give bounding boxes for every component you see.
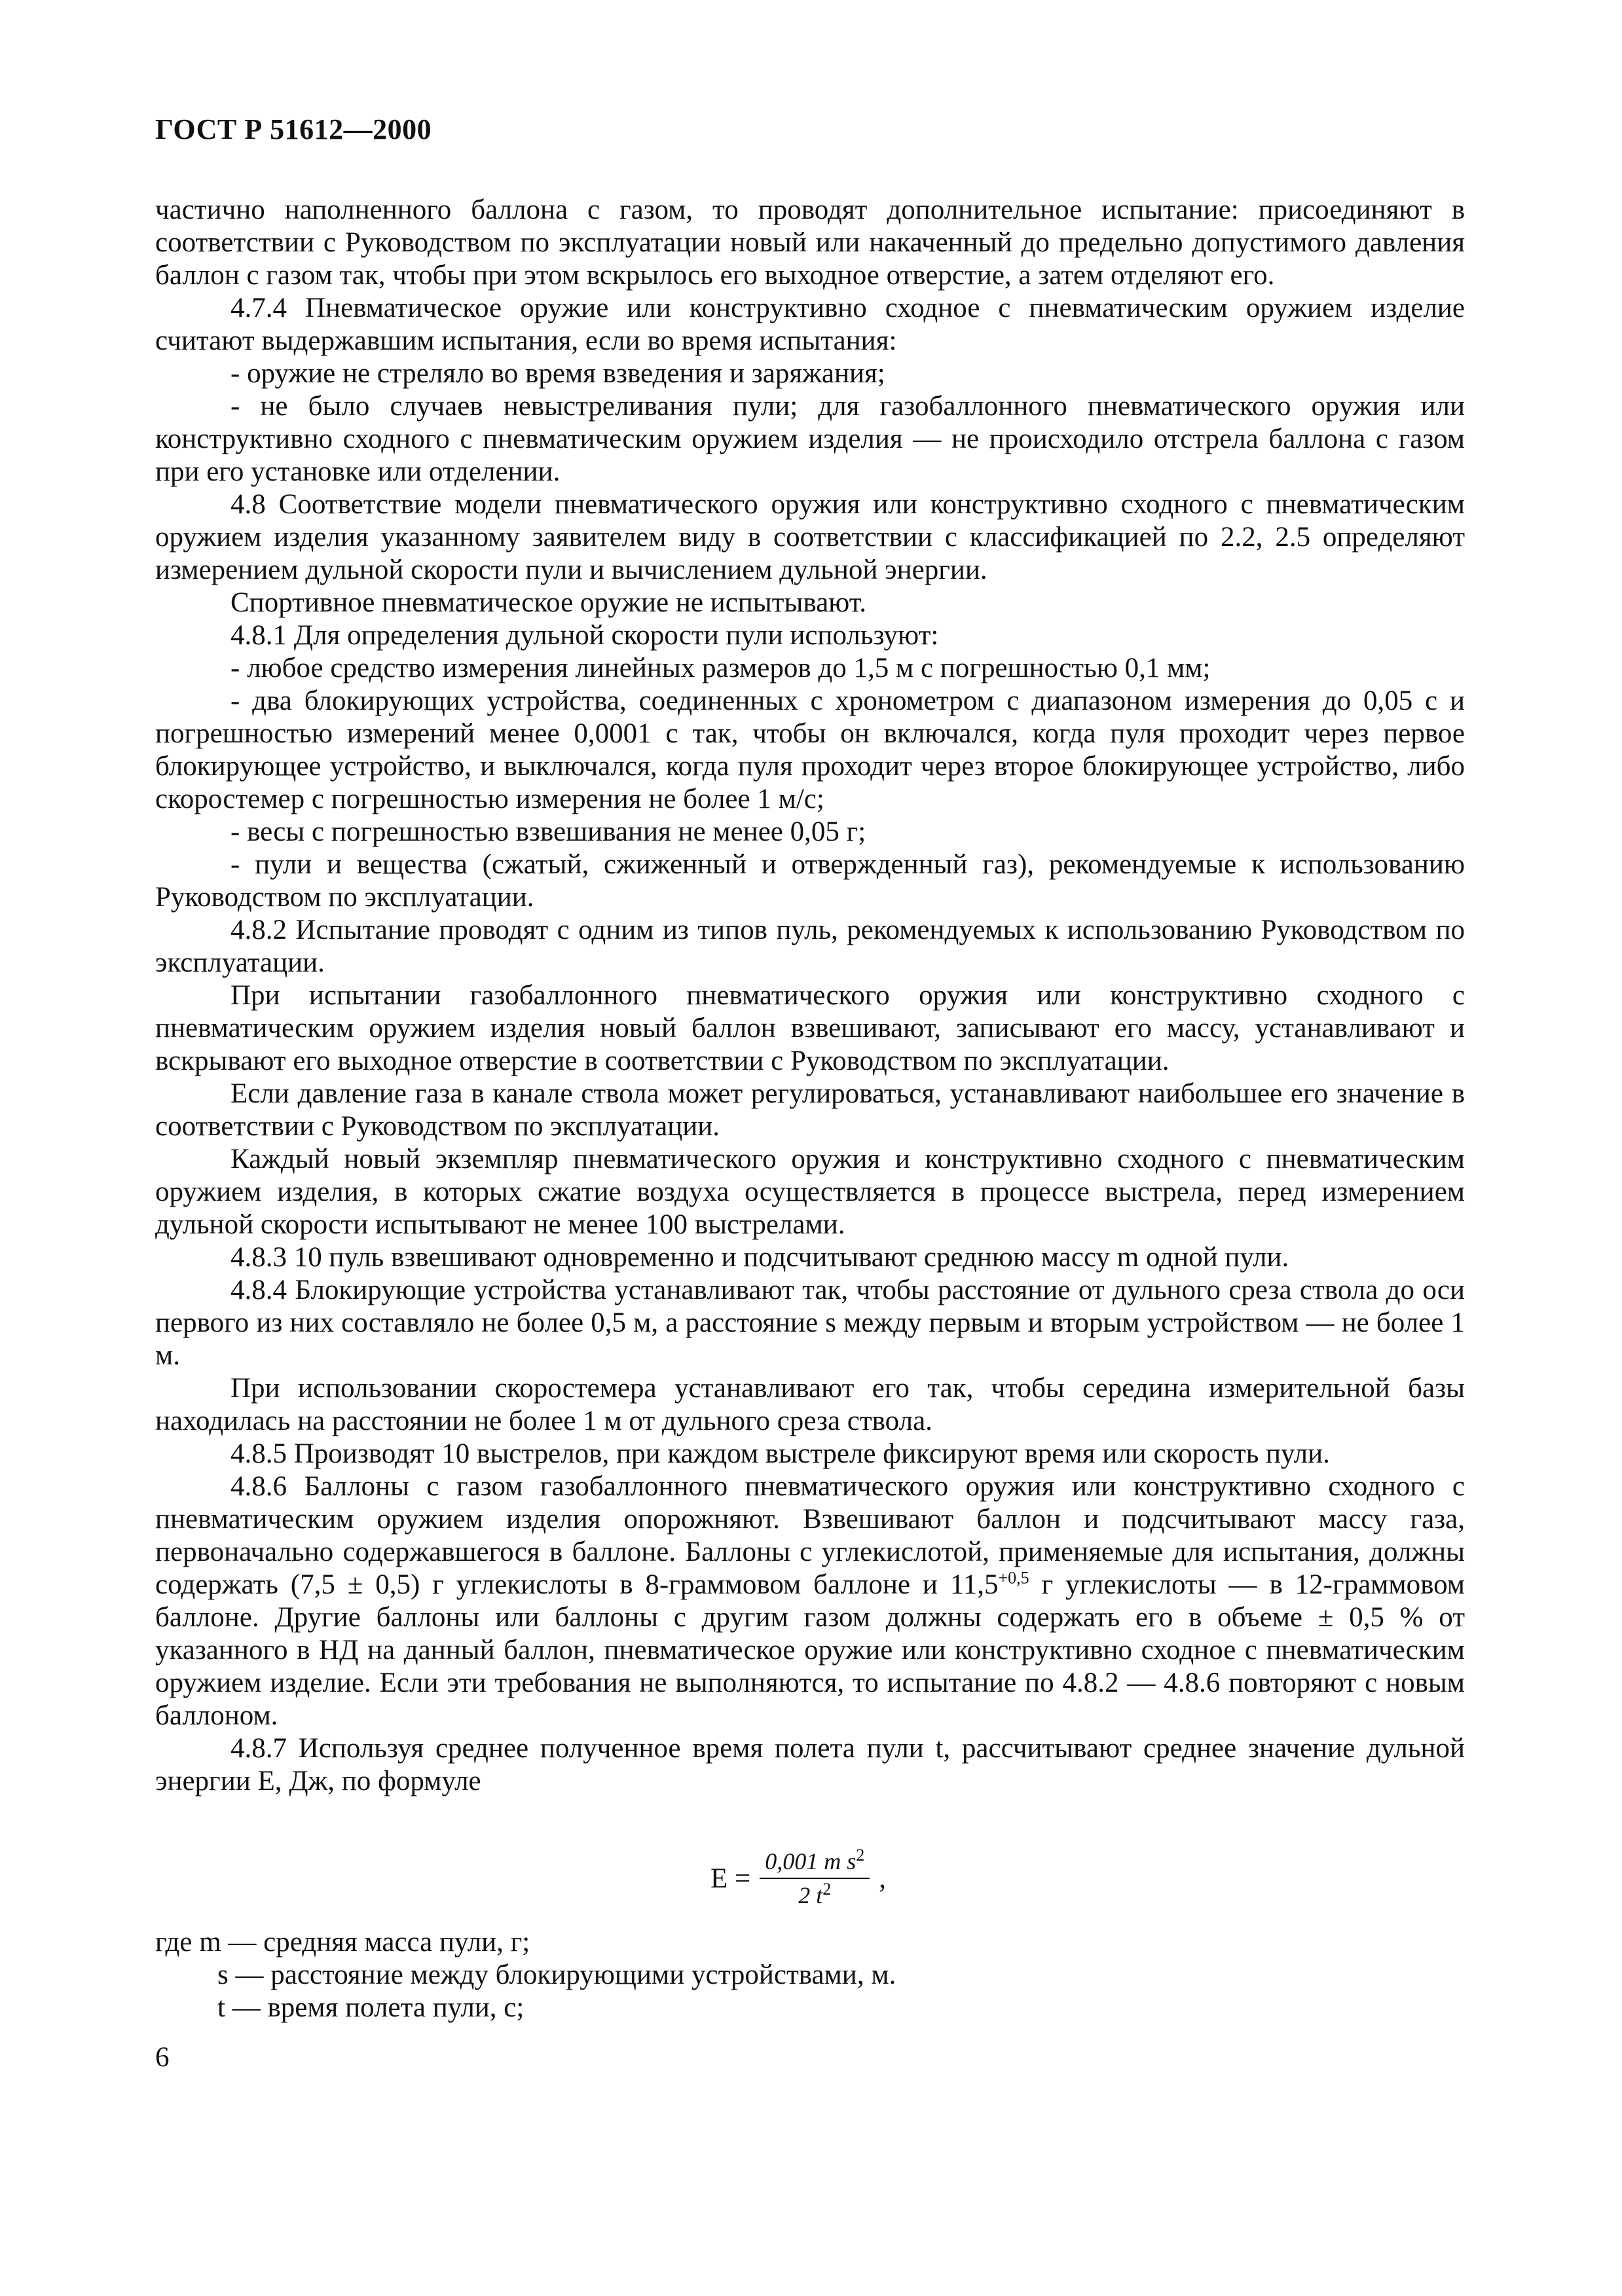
paragraph: Если давление газа в канале ствола может регулироваться, устанавливают наибольшее его значение в соответствии с Руководством по эксплуатации. [155, 1078, 1465, 1142]
list-item: - пули и вещества (сжатый, сжиженный и отвержденный газ), рекомендуемые к использованию Руководством по эксплуатации. [155, 849, 1465, 913]
formula-suffix: , [879, 1863, 887, 1894]
formula-fraction [760, 1848, 870, 1909]
paragraph: 4.8.7 Используя среднее полученное время полета пули t, рассчитывают среднее значение дульной энергии E, Дж, по формуле [155, 1733, 1465, 1796]
paragraph: При испытании газобаллонного пневматического оружия или конструктивно сходного с пневматическим оружием изделия новый баллон взвешивают, записывают его массу, устанавливают и вскрывают его выходное отверстие в соответствии с Руководством по эксплуатации. [155, 980, 1465, 1076]
list-item: - любое средство измерения линейных размеров до 1,5 м с погрешностью 0,1 мм; [230, 653, 1211, 683]
list-item: - оружие не стреляло во время взведения и заряжания; [230, 358, 885, 389]
denominator-text: 2 t [798, 1882, 823, 1908]
formula-denominator [798, 1879, 831, 1909]
paragraph: 4.8.1 Для определения дульной скорости пули используют: [230, 620, 939, 651]
denominator-exponent: 2 [822, 1880, 832, 1899]
paragraph: 4.8.4 Блокирующие устройства устанавливают так, чтобы расстояние от дульного среза ствола до оси первого из них составляло не более 0,5 м, а расстояние s между первым и вторым устройством — не более 1 м. [155, 1275, 1465, 1371]
formula-lhs: E = [710, 1863, 751, 1894]
legend-item: t — время полета пули, с; [217, 1992, 525, 2023]
standard-header: ГОСТ Р 51612—2000 [155, 113, 432, 145]
formula-legend [155, 1926, 896, 2024]
paragraph: 4.8 Соответствие модели пневматического оружия или конструктивно сходного с пневматическим оружием изделия указанному заявителем виду в соответствии с классификацией по 2.2, 2.5 определяют измерением дульной скорости пули и вычислением дульной энергии. [155, 489, 1465, 585]
paragraph: 4.8.5 Производят 10 выстрелов, при каждом выстреле фиксируют время или скорость пули. [230, 1438, 1330, 1469]
paragraph: Каждый новый экземпляр пневматического оружия и конструктивно сходного с пневматическим оружием изделия, в которых сжатие воздуха осуществляется в процессе выстрела, перед измерением дульной скорости испытывают не менее 100 выстрелами. [155, 1144, 1465, 1240]
numerator-exponent: 2 [856, 1846, 865, 1865]
numerator-text: 0,001 m s [765, 1848, 857, 1874]
list-item: - весы с погрешностью взвешивания не менее 0,05 г; [230, 816, 866, 847]
paragraph-part: 4.8.6 Баллоны с газом газобаллонного пневматического оружия или конструктивно сходного с пневматическим оружием изделия опорожняют. Взвешивают баллон и подсчитывают массу газа, первоначально содержавшегося в баллоне. Баллоны с углекислотой, применяемые для испытания, должны содержать (7,5 ± 0,5) г углекислоты в 8-граммовом баллоне и 11,5 [155, 1471, 1465, 1600]
formula-numerator [760, 1848, 870, 1879]
paragraph: 4.8.3 10 пуль взвешивают одновременно и подсчитывают среднюю массу m одной пули. [230, 1242, 1289, 1273]
paragraph: Спортивное пневматическое оружие не испытывают. [230, 587, 867, 618]
legend-item: где m — средняя масса пули, г; [155, 1927, 530, 1958]
paragraph: 4.7.4 Пневматическое оружие или конструктивно сходное с пневматическим оружием изделие считают выдержавшим испытания, если во время испытания: [155, 293, 1465, 356]
legend-item: s — расстояние между блокирующими устройствами, м. [217, 1959, 896, 1990]
list-item: - два блокирующих устройства, соединенных с хронометром с диапазоном измерения до 0,05 с и погрешностью измерений менее 0,0001 с так, чтобы он включался, когда пуля проходит через первое блокирующее устройство, и выключался, когда пуля проходит через второе блокирующее устройство, либо скоростемер с погрешностью измерения не более 1 м/с; [155, 685, 1465, 814]
paragraph-4-8-6 [155, 1470, 1465, 1732]
document-body [155, 194, 1465, 1798]
paragraph: частично наполненного баллона с газом, то проводят дополнительное испытание: присоединяют в соответствии с Руководством по эксплуатации новый или накаченный до предельно допустимого давления баллон с газом так, чтобы при этом вскрылось его выходное отверстие, а затем отделяют его. [155, 194, 1465, 291]
tolerance-superscript: +0,5 [998, 1568, 1029, 1588]
list-item: - не было случаев невыстреливания пули; для газобаллонного пневматического оружия или конструктивно сходного с пневматическим оружием изделия — не происходило отстрела баллона с газом при его установке или отделении. [155, 391, 1465, 487]
energy-formula [710, 1848, 886, 1909]
page-number: 6 [155, 2042, 170, 2073]
paragraph: 4.8.2 Испытание проводят с одним из типов пуль, рекомендуемых к использованию Руководством по эксплуатации. [155, 915, 1465, 978]
paragraph: При использовании скоростемера устанавливают его так, чтобы середина измерительной базы находилась на расстоянии не более 1 м от дульного среза ствола. [155, 1373, 1465, 1436]
paragraph-part: г углекислоты — в 12-граммовом баллоне. Другие баллоны или баллоны с другим газом должны содержать его в объеме ± 0,5 % от указанного в НД на данный баллон, пневматическое оружие или конструктивно сходное с пневматическим оружием изделие. Если эти требования не выполняются, то испытание по 4.8.2 — 4.8.6 повторяют с новым баллоном. [155, 1569, 1465, 1731]
